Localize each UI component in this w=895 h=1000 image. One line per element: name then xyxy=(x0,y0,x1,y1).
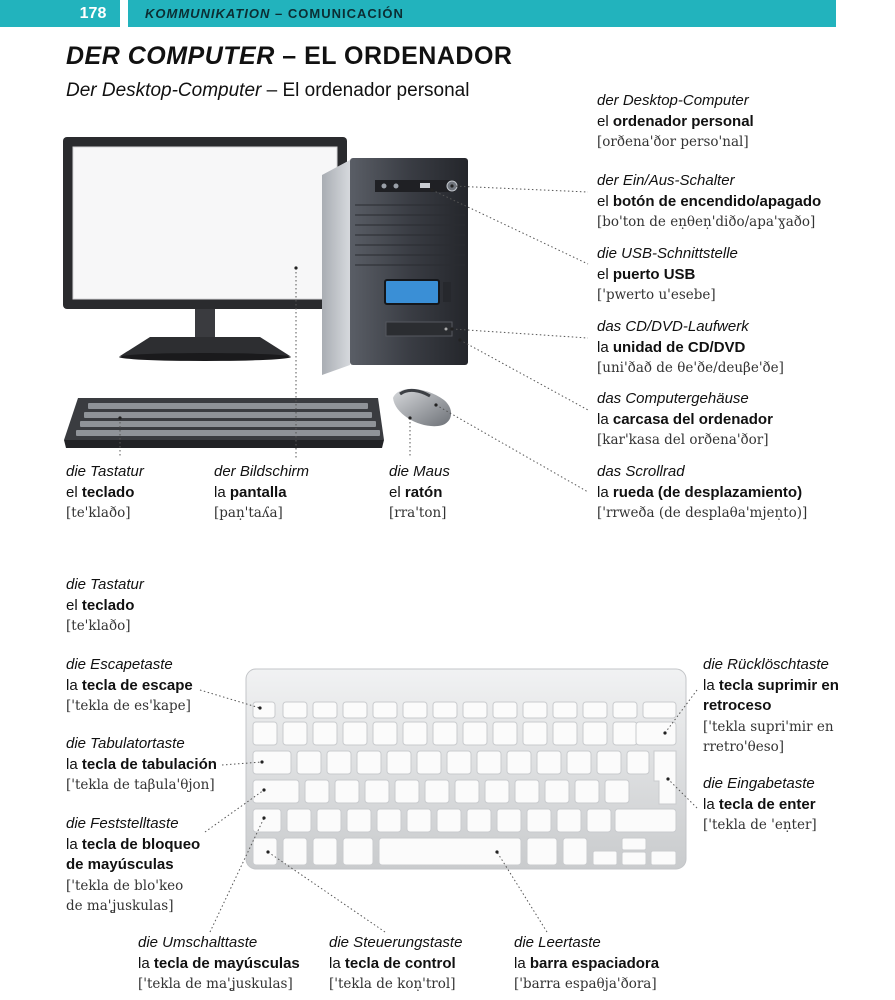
monitor-illustration xyxy=(63,137,347,361)
label-ipa: ['tekla de taβula'θjon] xyxy=(66,777,215,793)
label-es: el teclado xyxy=(66,596,135,614)
apple-keyboard-illustration xyxy=(246,669,686,869)
label-mouse xyxy=(389,462,450,524)
label-de: die Steuerungstaste xyxy=(329,934,463,951)
label-capslock-key xyxy=(66,814,200,917)
label-ipa: [kar'kasa del orðena'ðor] xyxy=(597,432,769,448)
label-es: el ordenador personal xyxy=(597,112,754,130)
label-ipa-cont: de ma'ʝuskulas] xyxy=(66,898,174,914)
label-ipa: [rra'ton] xyxy=(389,505,447,521)
label-es: la pantalla xyxy=(214,483,287,501)
label-es: la tecla de tabulación xyxy=(66,755,217,773)
label-de: das Scrollrad xyxy=(597,463,685,480)
label-desktop-computer xyxy=(597,91,754,153)
label-ipa: [te'klaðo] xyxy=(66,618,131,634)
label-de: die Rücklöschtaste xyxy=(703,656,829,673)
label-screen xyxy=(214,462,309,524)
section-title-de: KOMMUNIKATION xyxy=(145,6,271,21)
label-es: la tecla suprimir en xyxy=(703,676,839,694)
label-ipa: ['barra espaθja'ðora] xyxy=(514,976,657,992)
label-ipa: [orðena'ðor perso'nal] xyxy=(597,134,749,150)
label-es: el ratón xyxy=(389,483,443,501)
label-keyboard xyxy=(66,462,144,524)
label-ipa: [uni'ðað de θe'ðe/deuβe'ðe] xyxy=(597,360,784,376)
label-de: die USB-Schnittstelle xyxy=(597,245,738,262)
keyboard-illustration xyxy=(64,398,384,448)
label-es: la tecla de enter xyxy=(703,795,816,813)
label-scroll-wheel xyxy=(597,462,807,524)
label-ipa: [paṇ'taʎa] xyxy=(214,505,283,521)
label-ipa: ['rrweða (de desplaθa'mjeṇto)] xyxy=(597,505,808,521)
label-ipa: ['tekla de blo'keo xyxy=(66,877,184,894)
label-ipa: ['tekla de ma'ʝuskulas] xyxy=(138,976,293,992)
page-subtitle-de: Der Desktop-Computer xyxy=(66,80,262,101)
label-de: die Tastatur xyxy=(66,463,144,480)
label-es: el puerto USB xyxy=(597,265,696,283)
label-es: la tecla de control xyxy=(329,954,456,972)
label-shift-key xyxy=(138,933,300,995)
label-de: die Tastatur xyxy=(66,576,144,593)
page-number: 178 xyxy=(66,0,120,27)
label-es: la barra espaciadora xyxy=(514,954,660,972)
label-es: la tecla de mayúsculas xyxy=(138,954,300,972)
label-ipa: ['pwerto u'esebe] xyxy=(597,287,716,303)
section-title-es: COMUNICACIÓN xyxy=(287,6,404,21)
label-ipa-cont: rretro'θeso] xyxy=(703,739,785,755)
label-enter-key xyxy=(703,774,817,836)
label-ipa: ['tekla de 'eṇter] xyxy=(703,817,817,833)
label-de: das CD/DVD-Laufwerk xyxy=(597,318,749,335)
label-ipa: ['tekla de es'kape] xyxy=(66,698,191,714)
label-escape-key xyxy=(66,655,193,717)
page-subtitle-es: El ordenador personal xyxy=(282,80,470,101)
label-usb-port xyxy=(597,244,738,306)
mouse-illustration xyxy=(393,389,451,426)
label-tab-key xyxy=(66,734,217,796)
computer-tower-illustration xyxy=(322,158,468,375)
label-ipa: [bo'ton de eṇθeṇ'diðo/apa'ɣaðo] xyxy=(597,214,816,230)
label-es: la tecla de bloqueo xyxy=(66,835,201,853)
label-cd-drive xyxy=(597,317,784,379)
label-control-key xyxy=(329,933,462,995)
label-de: das Computergehäuse xyxy=(597,390,749,407)
label-space-bar xyxy=(514,933,659,995)
label-de: der Desktop-Computer xyxy=(597,92,749,109)
section-separator: – xyxy=(275,6,284,21)
label-backspace-key xyxy=(703,655,839,758)
label-es-cont: retroceso xyxy=(703,697,772,714)
label-de: die Escapetaste xyxy=(66,656,173,673)
label-es-cont: de mayúsculas xyxy=(66,856,174,873)
label-ipa: ['tekla de koṇ'trol] xyxy=(329,976,456,992)
label-de: die Eingabetaste xyxy=(703,775,815,792)
page-title-es: EL ORDENADOR xyxy=(304,42,513,70)
label-de: die Umschalttaste xyxy=(138,934,258,951)
label-es: la carcasa del ordenador xyxy=(597,410,773,428)
label-es: la tecla de escape xyxy=(66,676,193,694)
label-es: el teclado xyxy=(66,483,135,501)
label-power-switch xyxy=(597,171,821,233)
label-es: la rueda (de desplazamiento) xyxy=(597,483,803,501)
label-de: der Bildschirm xyxy=(214,463,310,480)
label-de: die Leertaste xyxy=(514,934,601,951)
label-de: die Tabulatortaste xyxy=(66,735,185,752)
page-title-de: DER COMPUTER xyxy=(66,42,275,70)
page-title-separator: – xyxy=(282,42,297,70)
label-ipa: ['tekla supri'mir en xyxy=(703,718,834,735)
label-es: el botón de encendido/apagado xyxy=(597,192,822,210)
page-subtitle-separator: – xyxy=(266,80,278,101)
label-de: der Ein/Aus-Schalter xyxy=(597,172,735,189)
label-ipa: [te'klaðo] xyxy=(66,505,131,521)
label-de: die Maus xyxy=(389,463,450,480)
label-de: die Feststelltaste xyxy=(66,815,179,832)
label-computer-case xyxy=(597,389,773,451)
label-keyboard-section xyxy=(66,575,144,637)
label-es: la unidad de CD/DVD xyxy=(597,338,746,356)
